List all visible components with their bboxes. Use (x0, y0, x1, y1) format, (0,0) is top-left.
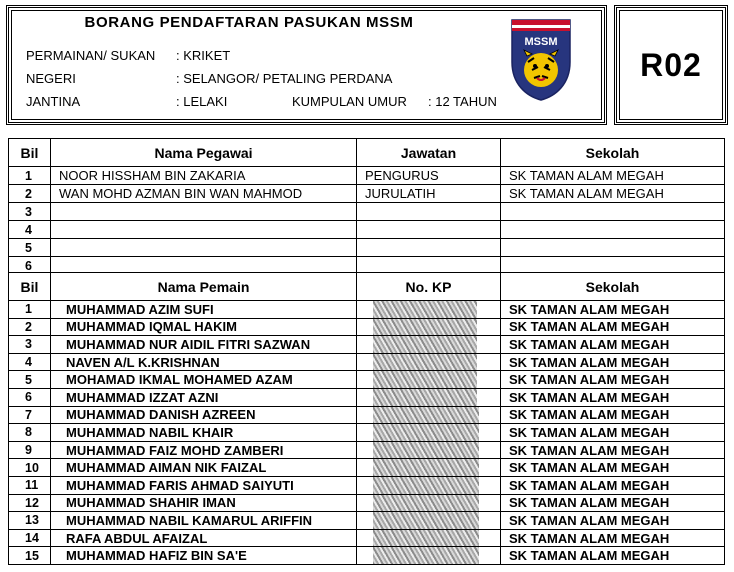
field-sport-label: PERMAINAN/ SUKAN (26, 48, 156, 63)
official-name (51, 239, 357, 257)
official-bil: 3 (9, 203, 51, 221)
player-name: MOHAMAD IKMAL MOHAMED AZAM (51, 371, 357, 389)
player-name: MUHAMMAD NABIL KAMARUL ARIFFIN (51, 512, 357, 530)
table-row (9, 547, 725, 565)
field-state-value: : SELANGOR/ PETALING PERDANA (176, 71, 393, 86)
table-row (9, 371, 725, 389)
official-school: SK TAMAN ALAM MEGAH (501, 167, 725, 185)
logo-text: MSSM (524, 36, 558, 48)
redaction-blur (373, 424, 479, 442)
player-kp-redacted (357, 441, 501, 459)
form-code-box (614, 5, 728, 125)
player-bil: 15 (9, 547, 51, 565)
table-row (9, 221, 725, 239)
form-code-inner (619, 10, 723, 120)
player-kp-redacted (357, 301, 501, 319)
official-school (501, 239, 725, 257)
player-name: MUHAMMAD AIMAN NIK FAIZAL (51, 459, 357, 477)
redaction-blur (373, 371, 477, 389)
player-name: MUHAMMAD FARIS AHMAD SAIYUTI (51, 476, 357, 494)
redaction-blur (373, 547, 479, 565)
official-school (501, 221, 725, 239)
field-age-label: KUMPULAN UMUR (292, 94, 407, 109)
redaction-blur (373, 301, 477, 319)
official-name: WAN MOHD AZMAN BIN WAN MAHMOD (51, 185, 357, 203)
player-school: SK TAMAN ALAM MEGAH (501, 529, 725, 547)
official-name (51, 221, 357, 239)
table-row (9, 353, 725, 371)
table-row (9, 406, 725, 424)
player-school: SK TAMAN ALAM MEGAH (501, 441, 725, 459)
field-gender-label: JANTINA (26, 94, 81, 109)
player-bil: 6 (9, 388, 51, 406)
form-code: R02 (640, 46, 702, 83)
table-row (9, 167, 725, 185)
player-kp-redacted (357, 424, 501, 442)
player-bil: 13 (9, 512, 51, 530)
player-name: NAVEN A/L K.KRISHNAN (51, 353, 357, 371)
player-bil: 10 (9, 459, 51, 477)
table-row (9, 301, 725, 319)
player-name: MUHAMMAD AZIM SUFI (51, 301, 357, 319)
player-bil: 8 (9, 424, 51, 442)
table-row (9, 441, 725, 459)
player-school: SK TAMAN ALAM MEGAH (501, 512, 725, 530)
redaction-blur (373, 476, 479, 494)
player-name: MUHAMMAD NABIL KHAIR (51, 424, 357, 442)
table-row (9, 459, 725, 477)
player-school: SK TAMAN ALAM MEGAH (501, 494, 725, 512)
player-bil: 5 (9, 371, 51, 389)
player-kp-redacted (357, 512, 501, 530)
table-row (9, 512, 725, 530)
official-role: JURULATIH (357, 185, 501, 203)
player-bil: 7 (9, 406, 51, 424)
player-kp-redacted (357, 388, 501, 406)
official-bil: 6 (9, 257, 51, 275)
player-school: SK TAMAN ALAM MEGAH (501, 424, 725, 442)
redaction-blur (373, 406, 479, 424)
official-name (51, 203, 357, 221)
player-school: SK TAMAN ALAM MEGAH (501, 336, 725, 354)
redaction-blur (373, 318, 477, 336)
player-bil: 1 (9, 301, 51, 319)
player-kp-redacted (357, 353, 501, 371)
redaction-blur (373, 441, 479, 459)
official-school (501, 203, 725, 221)
players-header-kp: No. KP (357, 273, 501, 301)
redaction-blur (373, 353, 477, 371)
table-row (9, 239, 725, 257)
table-row (9, 388, 725, 406)
player-name: MUHAMMAD SHAHIR IMAN (51, 494, 357, 512)
player-kp-redacted (357, 476, 501, 494)
player-name: MUHAMMAD DANISH AZREEN (51, 406, 357, 424)
player-school: SK TAMAN ALAM MEGAH (501, 318, 725, 336)
player-bil: 2 (9, 318, 51, 336)
redaction-blur (373, 336, 477, 354)
player-kp-redacted (357, 406, 501, 424)
officials-table (8, 138, 725, 275)
player-school: SK TAMAN ALAM MEGAH (501, 371, 725, 389)
official-bil: 1 (9, 167, 51, 185)
player-kp-redacted (357, 494, 501, 512)
table-row (9, 529, 725, 547)
field-age-value: : 12 TAHUN (428, 94, 497, 109)
players-header-school: Sekolah (501, 273, 725, 301)
players-table (8, 272, 725, 565)
player-bil: 9 (9, 441, 51, 459)
official-name: NOOR HISSHAM BIN ZAKARIA (51, 167, 357, 185)
player-kp-redacted (357, 547, 501, 565)
officials-header-bil: Bil (9, 139, 51, 167)
player-school: SK TAMAN ALAM MEGAH (501, 406, 725, 424)
redaction-blur (373, 494, 479, 512)
table-row (9, 203, 725, 221)
redaction-blur (373, 459, 479, 477)
player-school: SK TAMAN ALAM MEGAH (501, 476, 725, 494)
player-name: MUHAMMAD FAIZ MOHD ZAMBERI (51, 441, 357, 459)
table-row (9, 494, 725, 512)
official-bil: 5 (9, 239, 51, 257)
table-row (9, 336, 725, 354)
player-kp-redacted (357, 459, 501, 477)
player-school: SK TAMAN ALAM MEGAH (501, 388, 725, 406)
field-sport-value: : KRIKET (176, 48, 231, 63)
player-kp-redacted (357, 318, 501, 336)
field-state-label: NEGERI (26, 71, 76, 86)
official-role: PENGURUS (357, 167, 501, 185)
players-header-row (9, 273, 725, 301)
official-bil: 4 (9, 221, 51, 239)
players-header-bil: Bil (9, 273, 51, 301)
table-row (9, 318, 725, 336)
player-name: MUHAMMAD IQMAL HAKIM (51, 318, 357, 336)
officials-header-school: Sekolah (501, 139, 725, 167)
player-kp-redacted (357, 371, 501, 389)
player-kp-redacted (357, 529, 501, 547)
official-role (357, 221, 501, 239)
player-name: RAFA ABDUL AFAIZAL (51, 529, 357, 547)
mssm-logo-icon (510, 18, 572, 102)
officials-header-row (9, 139, 725, 167)
player-school: SK TAMAN ALAM MEGAH (501, 353, 725, 371)
players-header-name: Nama Pemain (51, 273, 357, 301)
redaction-blur (373, 388, 477, 406)
player-bil: 14 (9, 529, 51, 547)
table-row (9, 476, 725, 494)
table-row (9, 185, 725, 203)
player-bil: 3 (9, 336, 51, 354)
official-role (357, 239, 501, 257)
player-bil: 12 (9, 494, 51, 512)
redaction-blur (373, 529, 479, 547)
officials-header-role: Jawatan (357, 139, 501, 167)
official-bil: 2 (9, 185, 51, 203)
official-school: SK TAMAN ALAM MEGAH (501, 185, 725, 203)
player-school: SK TAMAN ALAM MEGAH (501, 301, 725, 319)
field-gender-value: : LELAKI (176, 94, 228, 109)
player-name: MUHAMMAD NUR AIDIL FITRI SAZWAN (51, 336, 357, 354)
player-bil: 11 (9, 476, 51, 494)
player-bil: 4 (9, 353, 51, 371)
officials-header-name: Nama Pegawai (51, 139, 357, 167)
player-name: MUHAMMAD HAFIZ BIN SA'E (51, 547, 357, 565)
player-school: SK TAMAN ALAM MEGAH (501, 459, 725, 477)
table-row (9, 424, 725, 442)
official-role (357, 203, 501, 221)
player-school: SK TAMAN ALAM MEGAH (501, 547, 725, 565)
form-title: BORANG PENDAFTARAN PASUKAN MSSM (84, 14, 414, 31)
player-name: MUHAMMAD IZZAT AZNI (51, 388, 357, 406)
redaction-blur (373, 512, 479, 530)
player-kp-redacted (357, 336, 501, 354)
